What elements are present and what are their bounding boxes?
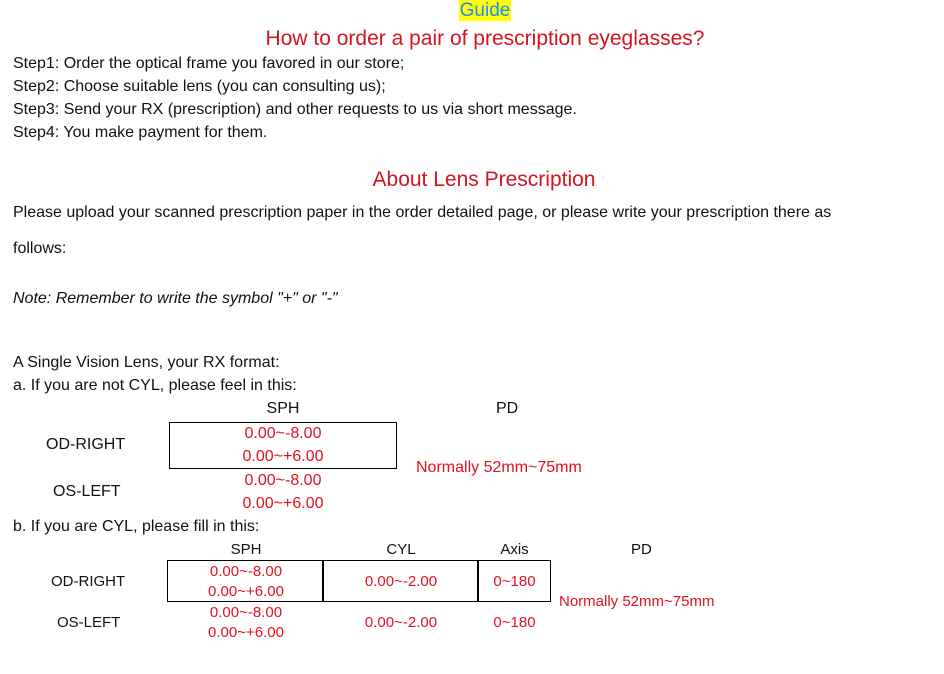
table-b-pd-value: Normally 52mm~75mm — [559, 593, 715, 610]
upload-instructions-line2: follows: — [13, 240, 67, 257]
table-b-os-axis: 0~180 — [493, 614, 536, 631]
table-b-os-sph-1: 0.00~-8.00 — [209, 604, 283, 621]
table-a-caption: a. If you are not CYL, please feel in this: — [13, 377, 297, 394]
symbol-note: Note: Remember to write the symbol "+" or "-" — [13, 290, 338, 307]
step-3: Step3: Send your RX (prescription) and other requests to us via short message. — [13, 101, 577, 118]
guide-highlight: Guide — [459, 0, 511, 21]
table-a-os-label: OS-LEFT — [53, 483, 121, 500]
table-a-os-sph-1: 0.00~-8.00 — [244, 472, 322, 489]
step-2: Step2: Choose suitable lens (you can consulting us); — [13, 78, 386, 95]
step-4: Step4: You make payment for them. — [13, 124, 268, 141]
table-b-os-cyl: 0.00~-2.00 — [364, 614, 438, 631]
about-title: About Lens Prescription — [372, 168, 596, 191]
table-b-od-label: OD-RIGHT — [51, 573, 126, 590]
single-vision-heading: A Single Vision Lens, your RX format: — [13, 354, 280, 371]
table-b-cyl-header: CYL — [386, 541, 416, 558]
guide-label — [0, 0, 944, 22]
table-a-os-sph-2: 0.00~+6.00 — [242, 495, 324, 512]
table-a-pd-value: Normally 52mm~75mm — [416, 459, 582, 476]
table-b-os-sph-2: 0.00~+6.00 — [208, 624, 284, 641]
table-b-pd-header: PD — [631, 541, 652, 558]
table-a-od-sph-2: 0.00~+6.00 — [242, 448, 324, 465]
table-b-caption: b. If you are CYL, please fill in this: — [13, 518, 260, 535]
table-a-od-label: OD-RIGHT — [46, 436, 126, 453]
page-title: How to order a pair of prescription eyeglasses? — [265, 27, 705, 50]
table-b-os-label: OS-LEFT — [57, 614, 121, 631]
table-b-od-sph-2: 0.00~+6.00 — [208, 583, 284, 600]
table-b-od-axis: 0~180 — [493, 573, 536, 590]
table-a-sph-header: SPH — [266, 400, 300, 417]
step-1: Step1: Order the optical frame you favored in our store; — [13, 55, 405, 72]
table-b-od-sph-1: 0.00~-8.00 — [209, 563, 283, 580]
upload-instructions-line1: Please upload your scanned prescription paper in the order detailed page, or please write your prescription there as — [13, 204, 832, 221]
table-b-sph-header: SPH — [230, 541, 262, 558]
table-b-axis-header: Axis — [500, 541, 529, 558]
table-a-od-sph-1: 0.00~-8.00 — [244, 425, 322, 442]
table-a-pd-header: PD — [496, 400, 519, 417]
table-b-od-cyl: 0.00~-2.00 — [364, 573, 438, 590]
